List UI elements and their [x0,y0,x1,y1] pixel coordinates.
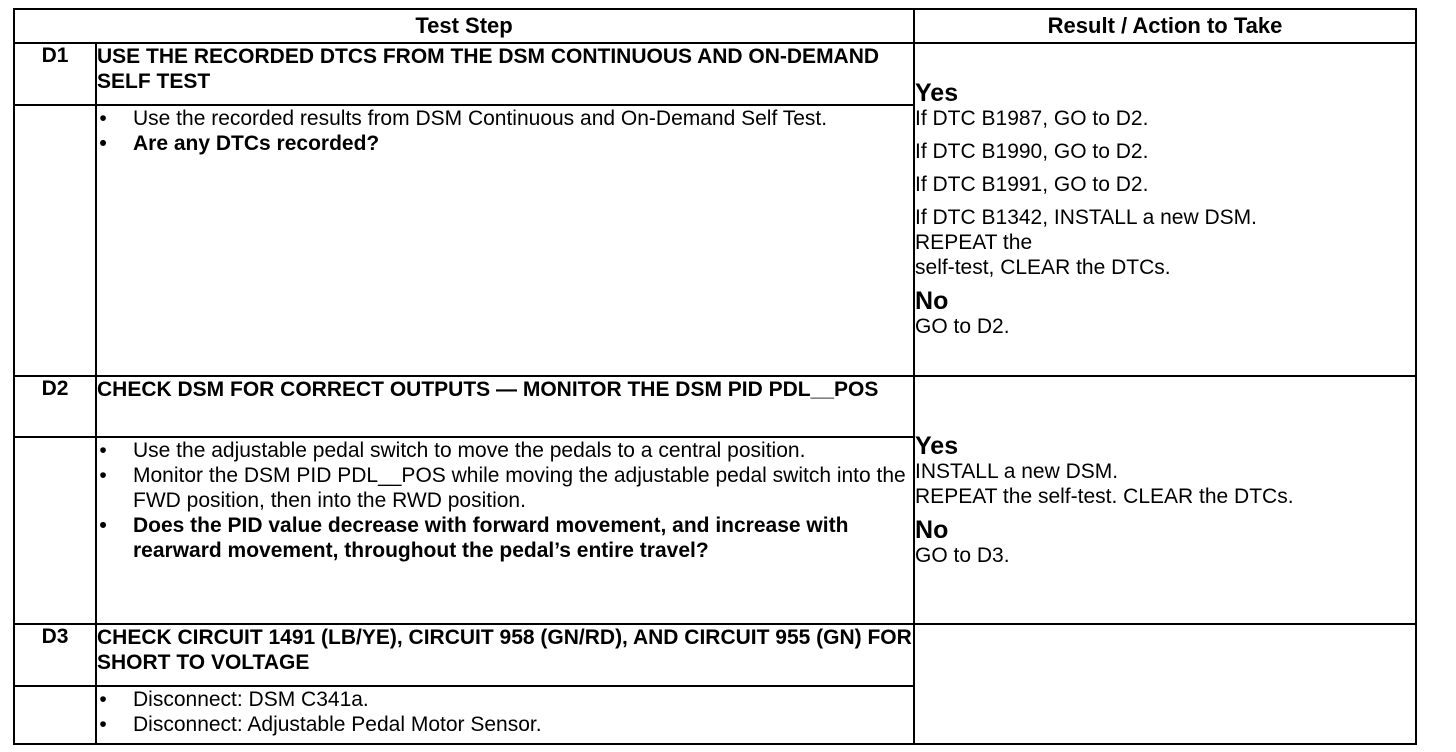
yes-label: Yes [915,431,959,460]
result-line: If DTC B1990, GO to D2. [915,140,1149,163]
result-line: GO to D2. [915,315,1010,338]
step-title: CHECK DSM FOR CORRECT OUTPUTS — MONITOR THE DSM PID PDL__POS [96,376,914,437]
header-test-step: Test Step [14,9,914,43]
step-d3-result [914,624,1416,744]
action-question: • Are any DTCs recorded? [99,132,380,155]
step-title: CHECK CIRCUIT 1491 (LB/YE), CIRCUIT 958 (GN/RD), AND CIRCUIT 955 (GN) FOR SHORT TO VOLTAGE [96,624,914,686]
step-d3-title-row [14,624,1416,686]
step-id-spacer [14,437,96,624]
step-d1-title-row [14,43,1416,105]
result-line: REPEAT the [915,231,1033,254]
step-id: D1 [14,43,96,105]
step-id-spacer [14,686,96,744]
action-question: • Does the PID value decrease with forward movement, and increase with rearward movement, throughout the pedal’s entire travel? [99,514,849,562]
action-item: • Disconnect: DSM C341a. [99,688,369,711]
result-line: self-test, CLEAR the DTCs. [915,256,1171,279]
step-actions [96,105,914,376]
no-label: No [915,515,949,544]
yes-label: Yes [915,79,959,107]
result-line: GO to D3. [915,543,1010,567]
result-line: If DTC B1991, GO to D2. [915,173,1149,196]
table-header-row [14,9,1416,43]
action-item: • Use the adjustable pedal switch to move the pedals to a central position. [99,439,806,462]
step-actions [96,686,914,744]
action-item: • Use the recorded results from DSM Continuous and On-Demand Self Test. [99,107,828,130]
step-actions [96,437,914,624]
step-d1-result [914,43,1416,376]
result-line: If DTC B1342, INSTALL a new DSM. [915,206,1257,229]
step-title: USE THE RECORDED DTCS FROM THE DSM CONTINUOUS AND ON-DEMAND SELF TEST [96,43,914,105]
step-d2-title-row [14,376,1416,437]
step-d2-result [914,376,1416,624]
step-id-spacer [14,105,96,376]
step-id: D3 [14,624,96,686]
result-line: REPEAT the self-test. CLEAR the DTCs. [915,484,1294,508]
step-id: D2 [14,376,96,437]
result-line: INSTALL a new DSM. [915,459,1119,483]
action-item: • Monitor the DSM PID PDL__POS while moving the adjustable pedal switch into the FWD position, then into the RWD position. [99,464,906,512]
diagnostic-table [13,8,1417,745]
action-item: • Disconnect: Adjustable Pedal Motor Sensor. [99,713,542,736]
no-label: No [915,287,949,315]
result-line: If DTC B1987, GO to D2. [915,107,1149,130]
header-result-action: Result / Action to Take [914,9,1416,43]
